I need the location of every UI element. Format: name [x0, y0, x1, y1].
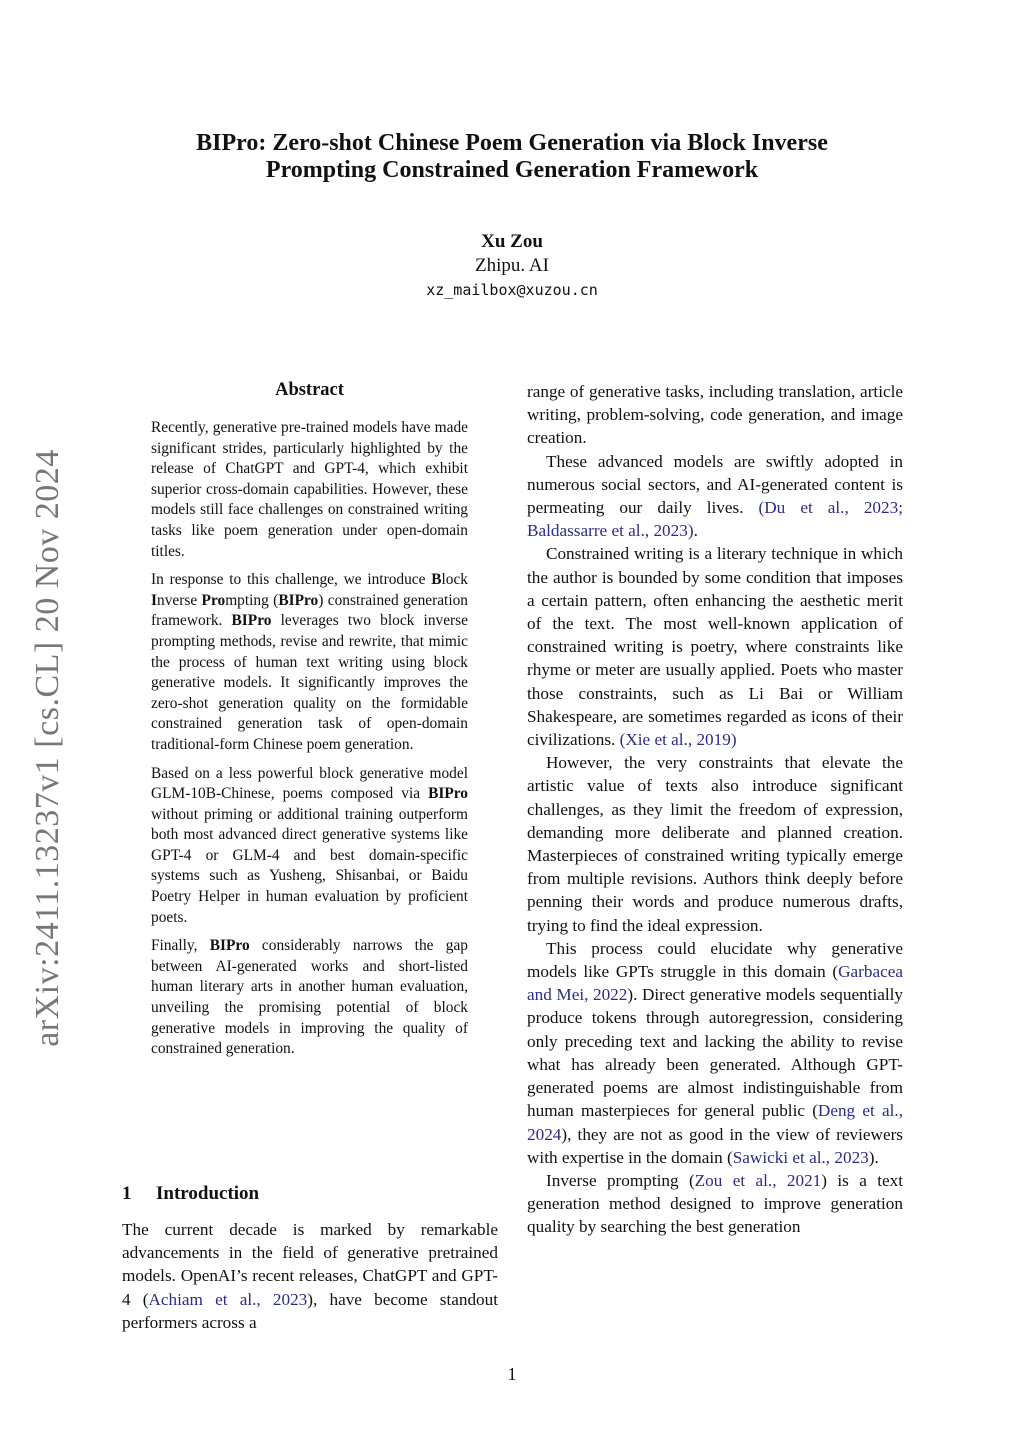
- body-paragraph: Constrained writing is a literary technique in which the author is bounded by some condition that imposes a certain pattern, often enhancing the aesthetic merit of the text. The most well-known application of constrained writing is poetry, where constraints like rhyme or meter are usually applied. Poets who master those constraints, such as Li Bai or William Shakespeare, are sometimes regarded as icons of their civilizations. (Xie et al., 2019): [527, 544, 903, 750]
- section-title: Introduction: [156, 1183, 260, 1204]
- page-number: 1: [507, 1364, 517, 1384]
- right-column: [527, 380, 903, 1239]
- citation-link[interactable]: Garbacea and Mei, 2022: [527, 962, 903, 1005]
- section-number: 1: [122, 1183, 132, 1204]
- body-paragraph: This process could elucidate why generative models like GPTs struggle in this domain (Garbacea and Mei, 2022). Direct generative models sequentially produce tokens through autoregression, considering only preceding text and lacking the ability to revise what has already been generated. Although GPT-generated poems are almost indistinguishable from human masterpieces for general public (Deng et al., 2024), they are not as good in the view of reviewers with expertise in the domain (Sawicki et al., 2023).: [527, 938, 903, 1167]
- title-line-2: Prompting Constrained Generation Framework: [265, 157, 759, 183]
- body-paragraph: These advanced models are swiftly adopted in numerous social sectors, and AI-generated content is permeating our daily lives. (Du et al., 2023; Baldassarre et al., 2023).: [527, 451, 903, 541]
- citation-link[interactable]: (Xie et al., 2019): [619, 730, 737, 750]
- author-block: [120, 230, 904, 302]
- body-paragraph: However, the very constraints that elevate the artistic value of texts also introduce significant challenges, as they limit the freedom of expression, demanding more deliberate and planned creation. Masterpieces of constrained writing typically emerge from multiple revisions. Authors think deeply before penning their words and produce numerous drafts, trying to find the ideal expression.: [527, 753, 903, 935]
- abstract-paragraph: Recently, generative pre-trained models have made significant strides, particularly highlighted by the release of ChatGPT and GPT-4, which exhibit superior cross-domain capabilities. However, these models still face challenges on constrained writing tasks like poem generation under open-domain titles.: [151, 419, 468, 560]
- author-affiliation: Zhipu. AI: [475, 255, 549, 276]
- citation-link[interactable]: Achiam et al., 2023: [148, 1289, 308, 1309]
- abstract-paragraph: In response to this challenge, we introduce Block Inverse Prompting (BIPro) constrained generation framework. BIPro leverages two block inverse prompting methods, revise and rewrite, that mimic the process of human text writing using block generative models. It significantly improves the zero-shot generation quality on the formidable constrained generation task of open-domain traditional-form Chinese poem generation.: [151, 571, 469, 753]
- citation-link[interactable]: Sawicki et al., 2023: [732, 1147, 869, 1167]
- paper-title: [120, 130, 904, 184]
- citation-link[interactable]: Deng et al., 2024: [527, 1101, 903, 1144]
- section-heading-introduction: [122, 1182, 259, 1206]
- abstract-paragraph: Finally, BIPro considerably narrows the gap between AI-generated works and short-listed human literary arts in another human evaluation, unveiling the promising potential of block generative models in improving the quality of constrained generation.: [151, 937, 468, 1058]
- body-paragraph: range of generative tasks, including translation, article writing, problem-solving, code generation, and image creation.: [527, 382, 903, 448]
- abstract-paragraph: Based on a less powerful block generative model GLM-10B-Chinese, poems composed via BIPro without priming or additional training outperform both most advanced direct generative systems like GPT-4 or GLM-4 and best domain-specific systems such as Yusheng, Shisanbai, or Baidu Poetry Helper in human evaluation by proficient poets.: [151, 764, 468, 926]
- body-paragraph: Inverse prompting (Zou et al., 2021) is a text generation method designed to improve generation quality by searching the best generation: [527, 1170, 903, 1237]
- arxiv-identifier: arXiv:2411.13237v1 [cs.CL] 20 Nov 2024: [29, 449, 66, 1047]
- title-line-1: BIPro: Zero-shot Chinese Poem Generation via Block Inverse: [196, 130, 828, 156]
- author-email: xz_mailbox@xuzou.cn: [426, 281, 598, 299]
- citation-link[interactable]: Zou et al., 2021: [694, 1170, 822, 1190]
- introduction-left-column: [122, 1218, 498, 1334]
- abstract: [151, 378, 468, 1068]
- abstract-heading: Abstract: [275, 380, 344, 400]
- body-paragraph: The current decade is marked by remarkable advancements in the field of generative pretrained models. OpenAI’s recent releases, ChatGPT and GPT-4 (Achiam et al., 2023), have become standout performers across a: [122, 1220, 499, 1332]
- citation-link[interactable]: (Du et al., 2023; Baldassarre et al., 2023): [527, 498, 903, 541]
- author-name: Xu Zou: [481, 231, 543, 252]
